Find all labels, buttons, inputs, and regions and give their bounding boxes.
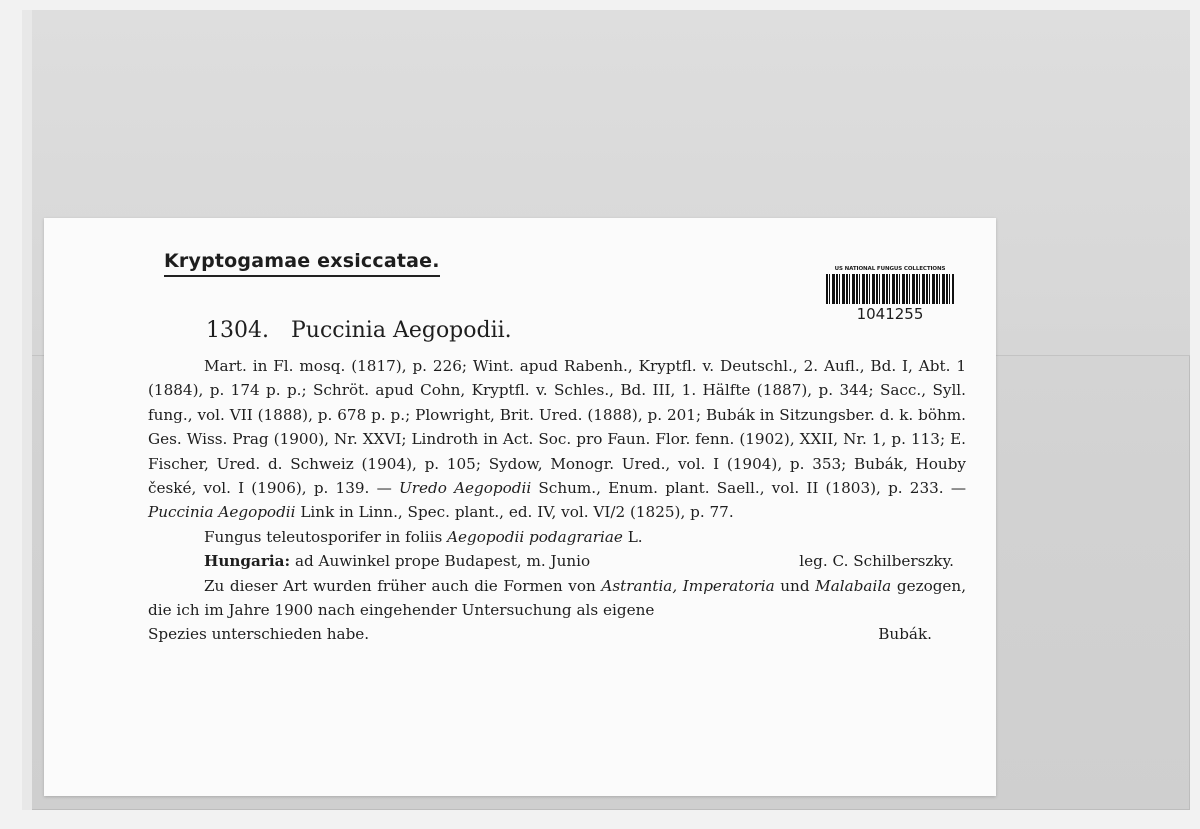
literature-text-3: Link in Linn., Spec. plant., ed. IV, vol. VI/2 (1825), p. 77. — [300, 503, 734, 522]
series-title: Kryptogamae exsiccatae. — [164, 250, 440, 277]
note-text-2: gezogen, die ich im Jahre 1900 nach eingehender Untersuchung als eigene — [148, 576, 967, 620]
genus-malabaila: Malabaila — [815, 576, 892, 595]
note-paragraph — [148, 574, 966, 623]
locality-place: ad Auwinkel prope Budapest, m. Junio — [294, 552, 591, 571]
literature-text-1: Mart. in Fl. mosq. (1817), p. 226; Wint. apud Rabenh., Kryptfl. v. Deutschl., 2. Aufl., Bd. I, Abt. 1 (1884), p. 174 p. p.; Schröt. apud Cohn, Kryptfl. v. Schles., Bd. III, 1. Hälfte (1887), p. 344; Sacc., Syll. fung., vol. VII (1888), p. 678 p. p.; Plowright, Brit. Ured. (1888), p. 201; Bubák in Sitzungsber. d. k. böhm. Ges. Wiss. Prag (1900), Nr. XXVI; Lindroth in Act. Soc. pro Faun. Flor. fenn. (1902), XXII, Nr. 1, p. 113; E. Fischer, Ured. d. Schweiz (1904), p. 105; Sydow, Monogr. Ured., vol. I (1904), p. 353; Bubák, Houby české, vol. I (1906), p. 139. — — [148, 357, 966, 498]
note-text-1: Zu dieser Art wurden früher auch die Formen von — [204, 576, 596, 595]
species-name: Puccinia Aegopodii. — [290, 318, 512, 343]
synonym-uredo: Uredo Aegopodii — [398, 479, 532, 498]
barcode-image — [826, 274, 954, 304]
literature-paragraph — [148, 354, 966, 525]
specimen-label — [44, 218, 996, 796]
collector: leg. C. Schilberszky. — [799, 552, 954, 571]
note-closing — [148, 622, 966, 646]
label-body — [148, 354, 966, 647]
literature-text-2: Schum., Enum. plant. Saell., vol. II (1803), p. 233. — — [538, 479, 967, 498]
host-prefix: Fungus teleutosporifer in foliis — [204, 527, 443, 546]
host-suffix: L. — [627, 527, 643, 546]
barcode-caption: US NATIONAL FUNGUS COLLECTIONS — [834, 266, 946, 272]
barcode-block — [820, 266, 960, 323]
genus-astrantia: Astrantia, — [601, 576, 678, 595]
synonym-puccinia: Puccinia Aegopodii — [148, 503, 296, 522]
locality-country: Hungaria: — [204, 552, 291, 571]
note-text-3: Spezies unterschieden habe. — [148, 625, 370, 644]
exsiccata-number: 1304. — [206, 318, 269, 343]
note-author: Bubák. — [878, 625, 932, 644]
genus-imperatoria: Imperatoria — [682, 576, 775, 595]
note-and: und — [780, 576, 810, 595]
species-heading — [206, 318, 512, 343]
folder-edge — [22, 10, 32, 810]
locality-line — [148, 549, 966, 573]
host-name: Aegopodii podagrariae — [447, 527, 623, 546]
barcode-number: 1041255 — [856, 305, 924, 323]
host-line — [148, 525, 966, 549]
